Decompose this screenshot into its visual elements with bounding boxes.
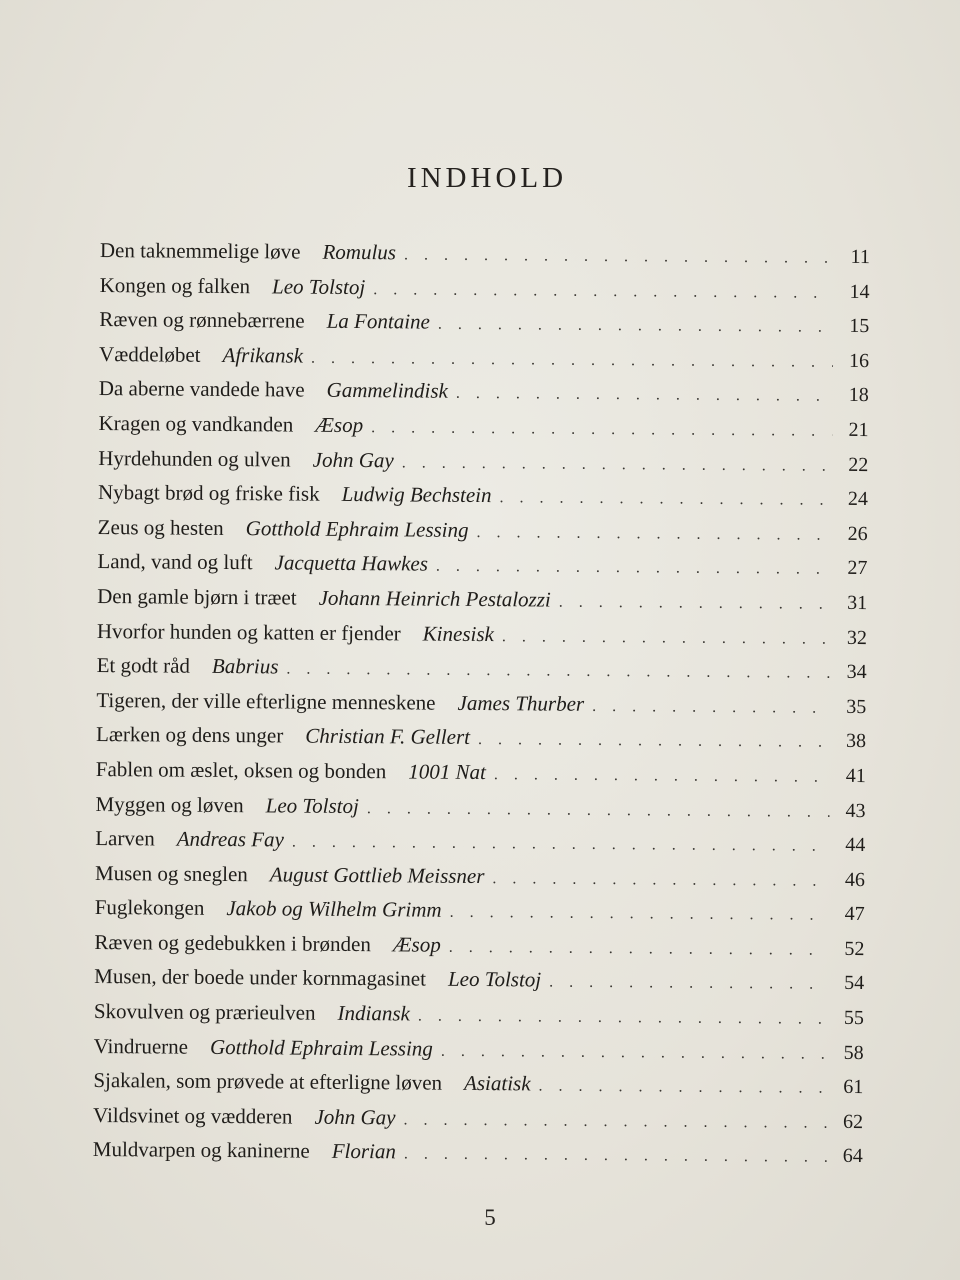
entry-page-number: 55 — [843, 1006, 864, 1030]
dot-leader — [292, 834, 830, 856]
entry-page-number: 27 — [847, 557, 868, 580]
entry-page-number: 62 — [842, 1110, 864, 1133]
entry-page-number: 24 — [847, 488, 869, 511]
dot-leader — [371, 419, 833, 441]
entry-page-number: 44 — [845, 833, 866, 857]
dot-leader — [438, 316, 834, 337]
entry-author: Afrikansk — [222, 342, 304, 368]
entry-page-number: 15 — [849, 315, 870, 338]
entry-author: Florian — [331, 1139, 397, 1164]
entry-page-number: 43 — [845, 799, 866, 822]
entry-author: Leo Tolstoj — [272, 273, 366, 299]
entry-page-number: 41 — [845, 764, 866, 787]
dot-leader — [494, 766, 830, 787]
dot-leader — [286, 661, 830, 683]
entry-title: Muldvarpen og kaninerne — [92, 1137, 310, 1164]
entry-page-number: 21 — [848, 418, 869, 442]
entry-page-number: 11 — [850, 245, 870, 269]
entry-page-number: 18 — [848, 384, 869, 407]
entry-author: Æsop — [392, 932, 441, 957]
entry-page-number: 38 — [845, 730, 867, 753]
entry-title: Ræven og rønnebærrene — [99, 307, 305, 333]
entry-author: Christian F. Gellert — [305, 723, 471, 750]
entry-author: Gotthold Ephraim Lessing — [245, 515, 469, 542]
table-of-contents — [93, 238, 870, 1178]
entry-author: John Gay — [314, 1104, 396, 1130]
entry-title: Nybagt brød og friske fisk — [97, 480, 320, 506]
dot-leader — [538, 1078, 827, 1098]
entry-page-number: 52 — [844, 937, 865, 960]
entry-author: Gammelindisk — [326, 378, 449, 404]
entry-title: Kragen og vandkanden — [98, 410, 294, 437]
dot-leader — [403, 1111, 827, 1132]
entry-title: Sjakalen, som prøvede at efterligne løven — [93, 1068, 443, 1095]
entry-author: 1001 Nat — [408, 759, 486, 784]
dot-leader — [402, 454, 833, 475]
entry-title: Kongen og falken — [99, 272, 251, 298]
dot-leader — [478, 731, 830, 752]
entry-author: Jakob og Wilhelm Grimm — [226, 896, 442, 922]
entry-title: Musen og sneglen — [94, 860, 248, 886]
entry-author: Gotthold Ephraim Lessing — [209, 1034, 433, 1061]
dot-leader — [367, 800, 830, 822]
entry-title: Lærken og dens unger — [96, 722, 284, 748]
entry-page-number: 35 — [846, 695, 867, 718]
page-number: 5 — [484, 1205, 496, 1230]
entry-author: Ludwig Bechstein — [341, 482, 492, 508]
entry-title: Larven — [95, 826, 155, 851]
entry-author: Jacquetta Hawkes — [274, 550, 429, 576]
entry-page-number: 34 — [846, 661, 867, 684]
entry-author: James Thurber — [457, 690, 585, 716]
entry-author: Leo Tolstoj — [447, 967, 542, 992]
dot-leader — [499, 489, 832, 510]
dot-leader — [373, 281, 833, 303]
entry-author: Babrius — [211, 654, 279, 679]
dot-leader — [436, 558, 832, 579]
entry-page-number: 54 — [844, 972, 865, 995]
entry-author: Andreas Fay — [176, 826, 284, 852]
dot-leader — [456, 385, 833, 406]
entry-author: Johann Heinrich Pestalozzi — [318, 585, 551, 612]
entry-page-number: 31 — [847, 591, 868, 614]
dot-leader — [502, 628, 831, 649]
entry-author: August Gottlieb Meissner — [269, 862, 485, 888]
entry-title: Et godt råd — [96, 653, 191, 678]
dot-leader — [418, 1008, 828, 1029]
dot-leader — [492, 870, 829, 891]
entry-page-number: 61 — [843, 1076, 864, 1099]
entry-title: Musen, der boede under kornmagasinet — [94, 964, 427, 992]
entry-page-number: 14 — [849, 280, 870, 303]
entry-title: Vildsvinet og vædderen — [93, 1102, 293, 1129]
entry-title: Da aberne vandede have — [98, 376, 305, 402]
entry-page-number: 64 — [842, 1145, 863, 1168]
entry-author: La Fontaine — [326, 308, 430, 334]
entry-author: John Gay — [312, 447, 394, 472]
entry-title: Hyrdehunden og ulven — [98, 445, 291, 472]
entry-author: Leo Tolstoj — [265, 792, 359, 818]
dot-leader — [404, 1146, 827, 1167]
entry-page-number: 22 — [848, 453, 869, 476]
entry-title: Væddeløbet — [98, 341, 201, 367]
entry-title: Fuglekongen — [94, 895, 205, 921]
entry-author: Asiatisk — [463, 1071, 531, 1096]
dot-leader — [592, 698, 830, 718]
entry-title: Den gamle bjørn i træet — [97, 583, 297, 610]
entry-author: Kinesisk — [422, 621, 494, 646]
dot-leader — [404, 246, 834, 267]
entry-title: Skovulven og prærieulven — [93, 999, 316, 1025]
dot-leader — [311, 349, 833, 371]
entry-page-number: 47 — [844, 903, 865, 926]
entry-author: Romulus — [322, 239, 397, 265]
entry-title: Ræven og gedebukken i brønden — [94, 929, 372, 957]
entry-author: Indiansk — [337, 1000, 410, 1026]
dot-leader — [559, 594, 832, 614]
entry-page-number: 32 — [846, 626, 867, 649]
entry-author: Æsop — [315, 412, 364, 438]
dot-leader — [476, 524, 831, 545]
dot-leader — [449, 939, 829, 960]
entry-page-number: 46 — [844, 868, 866, 891]
entry-page-number: 16 — [848, 349, 870, 372]
entry-title: Vindruerne — [93, 1033, 189, 1059]
dot-leader — [441, 1042, 828, 1063]
entry-title: Fablen om æslet, oksen og bonden — [95, 756, 387, 784]
dot-leader — [549, 974, 828, 994]
toc-entry — [93, 1137, 863, 1178]
dot-leader — [450, 904, 829, 925]
entry-page-number: 26 — [847, 522, 868, 545]
entry-title: Land, vand og luft — [97, 549, 253, 575]
page-title: INDHOLD — [406, 162, 568, 194]
entry-page-number: 58 — [843, 1041, 864, 1064]
entry-title: Zeus og hesten — [97, 514, 224, 540]
entry-title: Myggen og løven — [95, 791, 244, 817]
entry-title: Hvorfor hunden og katten er fjender — [96, 618, 401, 645]
entry-title: Den taknemmelige løve — [99, 238, 301, 264]
entry-title: Tigeren, der ville efterligne menneskene — [96, 687, 436, 715]
